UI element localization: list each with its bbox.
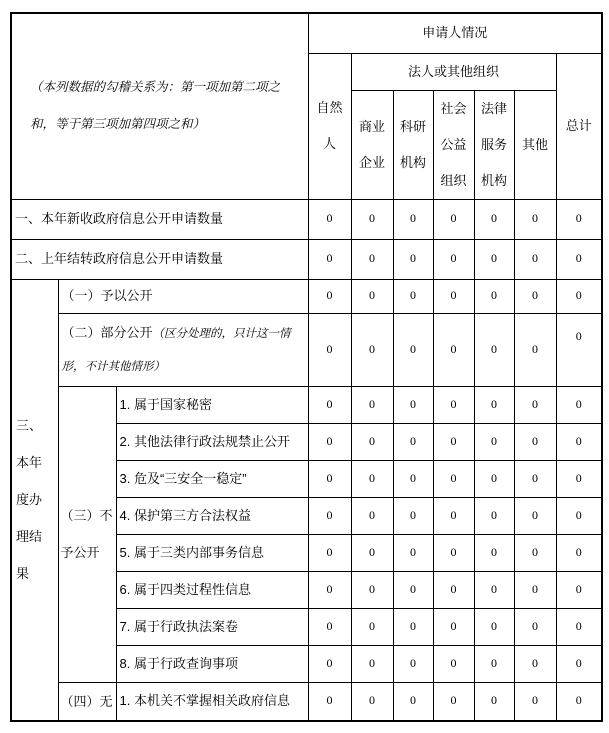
group-label-annual-results: 三、本年度办理结果	[11, 279, 58, 721]
value-cell: 0	[351, 682, 393, 721]
value-cell: 0	[308, 279, 351, 313]
value-cell: 0	[393, 423, 433, 460]
value-cell: 0	[308, 682, 351, 721]
value-cell: 0	[474, 239, 514, 279]
row-label-partially-granted	[58, 313, 308, 386]
value-cell: 0	[433, 571, 474, 608]
value-cell: 0	[308, 608, 351, 645]
value-cell: 0	[393, 571, 433, 608]
value-cell: 0	[556, 571, 602, 608]
group-label-none: （四）无	[58, 682, 116, 721]
value-cell: 0	[433, 497, 474, 534]
value-cell: 0	[393, 279, 433, 313]
value-cell: 0	[393, 460, 433, 497]
row-label-law-prohibited: 2. 其他法律行政法规禁止公开	[116, 423, 308, 460]
value-cell: 0	[351, 571, 393, 608]
value-cell: 0	[351, 313, 393, 386]
value-cell: 0	[351, 608, 393, 645]
row-label-info-not-held: 1. 本机关不掌握相关政府信息	[116, 682, 308, 721]
value-cell: 0	[514, 313, 556, 386]
row-label-third-party-rights: 4. 保护第三方合法权益	[116, 497, 308, 534]
value-cell: 0	[393, 497, 433, 534]
value-cell: 0	[433, 608, 474, 645]
value-cell: 0	[556, 645, 602, 682]
value-cell: 0	[556, 460, 602, 497]
value-cell: 0	[308, 199, 351, 239]
value-cell: 0	[556, 608, 602, 645]
value-cell: 0	[433, 534, 474, 571]
value-cell: 0	[433, 682, 474, 721]
value-cell: 0	[308, 571, 351, 608]
value-cell: 0	[514, 497, 556, 534]
value-cell: 0	[308, 239, 351, 279]
value-cell: 0	[556, 199, 602, 239]
header-col-social-org: 社会公益组织	[433, 90, 474, 199]
info-disclosure-table	[10, 12, 603, 722]
value-cell: 0	[308, 423, 351, 460]
value-cell: 0	[474, 534, 514, 571]
value-cell: 0	[556, 386, 602, 423]
row-label-partially-granted-text: （二）部分公开	[61, 324, 153, 340]
value-cell: 0	[474, 279, 514, 313]
header-applicant-info: 申请人情况	[308, 13, 602, 53]
value-cell: 0	[514, 645, 556, 682]
value-cell: 0	[474, 497, 514, 534]
value-cell: 0	[556, 497, 602, 534]
row-label-granted: （一）予以公开	[58, 279, 308, 313]
value-cell: 0	[393, 534, 433, 571]
value-cell: 0	[556, 423, 602, 460]
value-cell: 0	[474, 571, 514, 608]
value-cell: 0	[474, 645, 514, 682]
value-cell: 0	[433, 239, 474, 279]
header-col-other: 其他	[514, 90, 556, 199]
value-cell: 0	[514, 239, 556, 279]
value-cell: 0	[351, 460, 393, 497]
value-cell: 0	[351, 199, 393, 239]
group-label-not-disclosed: （三）不予公开	[58, 386, 116, 682]
value-cell: 0	[351, 279, 393, 313]
row-label-three-safety: 3. 危及“三安全一稳定”	[116, 460, 308, 497]
value-cell: 0	[393, 386, 433, 423]
value-cell: 0	[393, 199, 433, 239]
value-cell: 0	[393, 313, 433, 386]
value-cell: 0	[514, 199, 556, 239]
value-cell: 0	[351, 645, 393, 682]
value-cell: 0	[474, 386, 514, 423]
value-cell: 0	[393, 645, 433, 682]
value-cell: 0	[514, 423, 556, 460]
value-cell: 0	[433, 460, 474, 497]
value-cell: 0	[514, 460, 556, 497]
value-cell: 0	[308, 460, 351, 497]
value-cell: 0	[514, 682, 556, 721]
value-cell: 0	[514, 571, 556, 608]
value-cell: 0	[433, 313, 474, 386]
value-cell: 0	[308, 313, 351, 386]
row-label-carried-over: 二、上年结转政府信息公开申请数量	[11, 239, 308, 279]
value-cell: 0	[308, 386, 351, 423]
value-cell: 0	[556, 239, 602, 279]
value-cell: 0	[556, 279, 602, 313]
value-cell: 0	[351, 423, 393, 460]
value-cell: 0	[433, 645, 474, 682]
value-cell: 0	[433, 386, 474, 423]
value-cell: 0	[393, 608, 433, 645]
value-cell: 0	[351, 534, 393, 571]
value-cell: 0	[351, 497, 393, 534]
value-cell: 0	[474, 682, 514, 721]
value-cell: 0	[433, 423, 474, 460]
row-label-new-requests: 一、本年新收政府信息公开申请数量	[11, 199, 308, 239]
value-cell: 0	[474, 313, 514, 386]
corner-note: （本列数据的勾稽关系为：第一项加第二项之和，等于第三项加第四项之和）	[11, 13, 308, 199]
value-cell: 0	[433, 279, 474, 313]
value-cell: 0	[308, 534, 351, 571]
value-cell: 0	[556, 313, 602, 386]
header-col-legal-service: 法律服务机构	[474, 90, 514, 199]
value-cell: 0	[474, 423, 514, 460]
header-total: 总计	[556, 53, 602, 199]
row-label-process-info: 6. 属于四类过程性信息	[116, 571, 308, 608]
row-label-partially-granted-note: （区分处理的，只计这一情形，不计其他情形）	[61, 327, 291, 373]
value-cell: 0	[474, 199, 514, 239]
value-cell: 0	[351, 239, 393, 279]
value-cell: 0	[514, 279, 556, 313]
value-cell: 0	[433, 199, 474, 239]
value-cell: 0	[514, 386, 556, 423]
value-cell: 0	[514, 534, 556, 571]
value-cell: 0	[556, 534, 602, 571]
value-cell: 0	[474, 608, 514, 645]
row-label-state-secret: 1. 属于国家秘密	[116, 386, 308, 423]
row-label-internal-affairs: 5. 属于三类内部事务信息	[116, 534, 308, 571]
value-cell: 0	[393, 239, 433, 279]
value-cell: 0	[556, 682, 602, 721]
value-cell: 0	[514, 608, 556, 645]
value-cell: 0	[308, 645, 351, 682]
header-col-research-institution: 科研机构	[393, 90, 433, 199]
header-legal-org-group: 法人或其他组织	[351, 53, 556, 90]
value-cell: 0	[393, 682, 433, 721]
value-cell: 0	[351, 386, 393, 423]
value-cell: 0	[308, 497, 351, 534]
row-label-admin-inquiry: 8. 属于行政查询事项	[116, 645, 308, 682]
header-col-business-enterprise: 商业企业	[351, 90, 393, 199]
value-cell: 0	[474, 460, 514, 497]
row-label-enforcement-files: 7. 属于行政执法案卷	[116, 608, 308, 645]
header-natural-person: 自然人	[308, 53, 351, 199]
